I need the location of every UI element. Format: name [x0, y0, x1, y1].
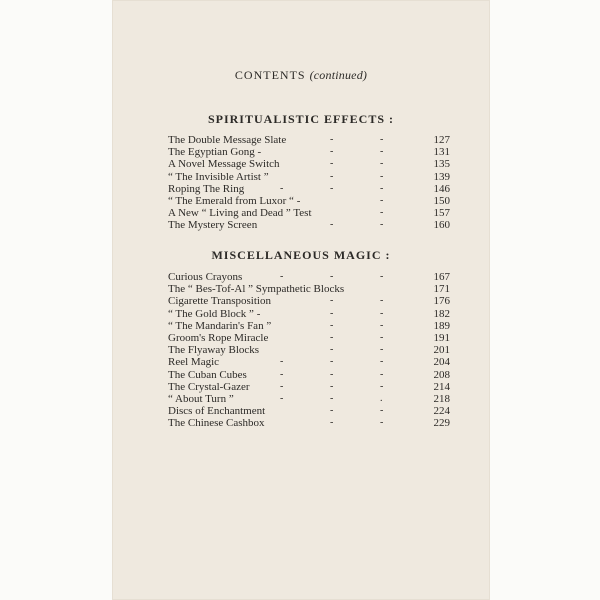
leader-dash: -: [380, 380, 384, 392]
leader-dash: .: [380, 392, 383, 404]
leader-dash: -: [380, 158, 384, 170]
toc-entry-title: “ The Mandarin's Fan ”: [168, 319, 272, 332]
leader-dash: -: [380, 295, 384, 307]
leader-dash: -: [380, 194, 384, 206]
leader-dash: -: [330, 295, 334, 307]
leader-dash: -: [380, 219, 384, 231]
section-title-miscellaneous: MISCELLANEOUS MAGIC :: [211, 248, 391, 262]
section-title-spiritualistic: SPIRITUALISTIC EFFECTS :: [207, 112, 395, 126]
leader-dash: -: [380, 134, 384, 145]
leader-dash: -: [380, 417, 384, 429]
toc-entry: [168, 320, 450, 332]
leader-dash: -: [380, 319, 384, 331]
toc-entry-page: 224: [433, 405, 450, 418]
leader-dash: -: [330, 271, 334, 282]
toc-entry: [168, 283, 450, 295]
leader-dash: -: [330, 380, 334, 392]
leader-dash: -: [280, 356, 284, 368]
toc-entry-page: 204: [433, 356, 450, 369]
toc-entry-page: 157: [433, 207, 450, 220]
toc-entry-title: The “ Bes-Tof-Al ” Sympathetic Blocks: [168, 283, 345, 296]
toc-entry-title: Discs of Enchantment: [168, 405, 266, 418]
leader-dash: -: [330, 170, 334, 182]
toc-entry-page: 127: [433, 134, 450, 146]
toc-entry-title: “ About Turn ”: [168, 392, 234, 405]
page-heading: [112, 68, 490, 83]
toc-entry-title: Reel Magic: [168, 356, 220, 369]
toc-entry: [168, 356, 450, 368]
toc-entry-page: 150: [433, 194, 450, 207]
heading-continued: (continued): [309, 68, 368, 82]
toc-entry-title: “ The Emerald from Luxor “ -: [168, 194, 301, 207]
toc-entry: [168, 344, 450, 356]
toc-entry-title: A New “ Living and Dead ” Test: [168, 207, 312, 220]
toc-entry-title: The Mystery Screen: [168, 219, 258, 232]
toc-entry-title: The Cuban Cubes: [168, 368, 247, 381]
toc-entry-title: Curious Crayons: [168, 271, 243, 283]
toc-entry-page: 131: [433, 146, 450, 159]
toc-entry: [168, 271, 450, 283]
leader-dash: -: [330, 146, 334, 158]
miscellaneous-list: [168, 271, 450, 429]
toc-entry-page: 191: [433, 331, 450, 344]
leader-dash: -: [330, 392, 334, 404]
leader-dash: -: [330, 405, 334, 417]
toc-entry-title: Roping The Ring: [168, 182, 245, 195]
leader-dash: -: [330, 368, 334, 380]
leader-dash: -: [280, 182, 284, 194]
toc-entry: [168, 134, 450, 146]
toc-entry: [168, 219, 450, 231]
toc-entry: [168, 369, 450, 381]
leader-dash: -: [380, 146, 384, 158]
book-page: [112, 0, 490, 600]
toc-entry: [168, 183, 450, 195]
toc-entry: [168, 393, 450, 405]
toc-entry: [168, 158, 450, 170]
leader-dash: -: [380, 368, 384, 380]
toc-entry-page: 214: [433, 380, 450, 393]
toc-entry-page: 229: [433, 417, 450, 430]
toc-entry-title: Cigarette Transposition: [168, 295, 271, 308]
toc-entry-title: The Flyaway Blocks: [168, 344, 260, 357]
heading-contents: CONTENTS: [234, 68, 306, 82]
leader-dash: -: [330, 134, 334, 145]
leader-dash: -: [280, 368, 284, 380]
toc-entry-title: Groom's Rope Miracle: [168, 331, 269, 344]
toc-entry: [168, 171, 450, 183]
toc-entry-page: 135: [433, 158, 450, 171]
toc-entry: [168, 295, 450, 307]
leader-dash: -: [330, 331, 334, 343]
leader-dash: -: [380, 170, 384, 182]
toc-entry-title: “ The Invisible Artist ”: [168, 170, 269, 183]
leader-dash: -: [380, 405, 384, 417]
leader-dash: -: [330, 307, 334, 319]
toc-entry: [168, 207, 450, 219]
toc-entry-page: 139: [433, 170, 450, 183]
toc-entry-page: 189: [433, 319, 450, 332]
toc-entry-title: The Chinese Cashbox: [168, 417, 265, 430]
toc-entry-title: The Egyptian Gong -: [168, 146, 262, 159]
toc-entry-page: 146: [433, 182, 450, 195]
toc-entry-page: 176: [433, 295, 450, 308]
toc-entry-page: 182: [433, 307, 450, 320]
leader-dash: -: [380, 331, 384, 343]
toc-entry-page: 167: [433, 271, 450, 283]
leader-dash: -: [280, 380, 284, 392]
toc-entry-page: 201: [433, 344, 450, 357]
leader-dash: -: [380, 207, 384, 219]
toc-entry: [168, 195, 450, 207]
toc-entry-title: A Novel Message Switch: [168, 158, 280, 171]
toc-entry-page: 171: [433, 283, 450, 296]
leader-dash: -: [330, 417, 334, 429]
toc-entry: [168, 308, 450, 320]
spiritualistic-list: [168, 134, 450, 232]
toc-entry: [168, 146, 450, 158]
leader-dash: -: [330, 182, 334, 194]
toc-entry-page: 218: [433, 392, 450, 405]
toc-entry-page: 160: [433, 219, 450, 232]
leader-dash: -: [380, 271, 384, 282]
leader-dash: -: [380, 344, 384, 356]
toc-entry-title: The Double Message Slate: [168, 134, 287, 146]
toc-entry-title: The Crystal-Gazer: [168, 380, 250, 393]
leader-dash: -: [380, 182, 384, 194]
toc-entry-page: 208: [433, 368, 450, 381]
leader-dash: -: [330, 158, 334, 170]
leader-dash: -: [380, 307, 384, 319]
leader-dash: -: [330, 356, 334, 368]
leader-dash: -: [380, 356, 384, 368]
toc-entry: [168, 417, 450, 429]
toc-entry: [168, 405, 450, 417]
toc-entry: [168, 381, 450, 393]
leader-dash: -: [280, 392, 284, 404]
leader-dash: -: [330, 219, 334, 231]
leader-dash: -: [330, 344, 334, 356]
toc-entry-title: “ The Gold Block ” -: [168, 307, 261, 320]
toc-entry: [168, 332, 450, 344]
leader-dash: -: [330, 319, 334, 331]
leader-dash: -: [280, 271, 284, 282]
